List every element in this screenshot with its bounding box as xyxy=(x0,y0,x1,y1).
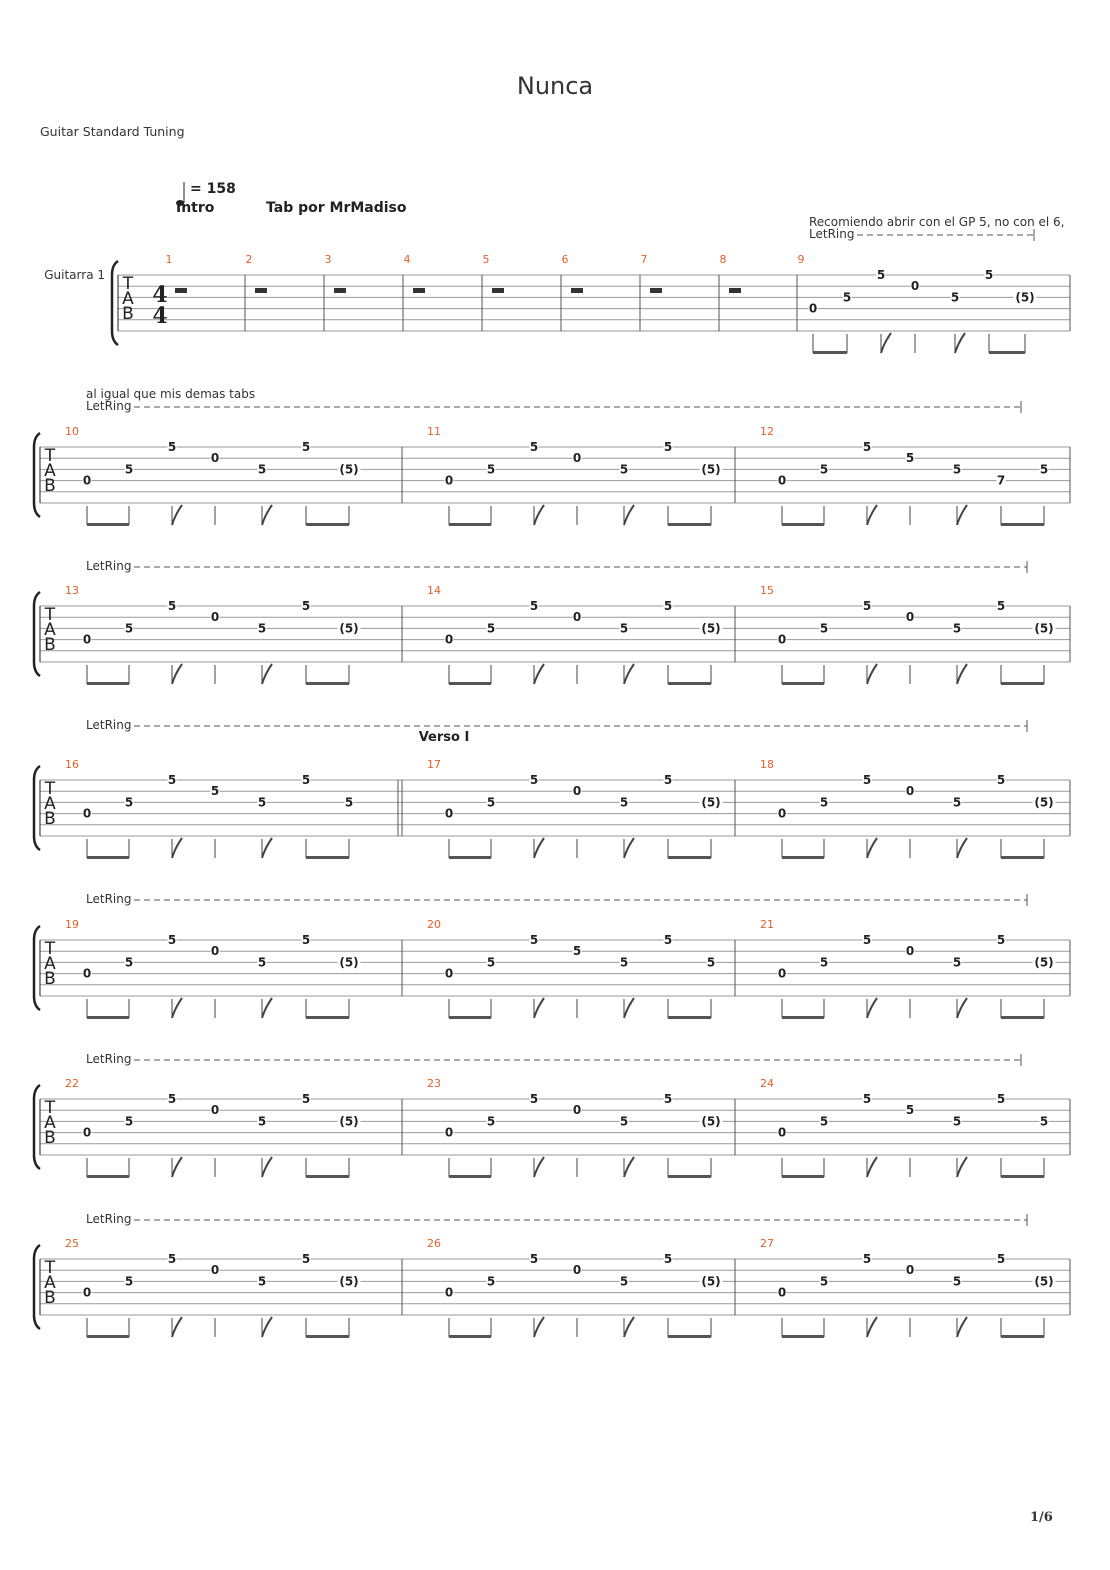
whole-rest xyxy=(729,288,741,293)
note-flag xyxy=(262,1157,272,1177)
tab-system xyxy=(34,758,1070,859)
note-beam xyxy=(449,682,491,685)
fret-number: 5 xyxy=(663,933,673,947)
time-signature-top: 4 xyxy=(152,282,168,308)
fret-number: 5 xyxy=(862,773,872,787)
note-beam xyxy=(449,1175,491,1178)
measure-number: 1 xyxy=(165,253,173,266)
fret-number: 0 xyxy=(905,944,915,959)
measure-number: 15 xyxy=(760,584,774,597)
fret-number: (5) xyxy=(1034,621,1054,636)
tab-system xyxy=(34,584,1070,685)
fret-number: (5) xyxy=(701,1274,721,1289)
fret-number: 5 xyxy=(619,462,629,477)
note-flag xyxy=(867,664,877,684)
fret-number: 0 xyxy=(444,1285,454,1300)
let-ring-label: LetRing xyxy=(86,1052,132,1066)
measure-number: 16 xyxy=(65,758,79,771)
fret-number: 0 xyxy=(82,473,92,488)
note-flag xyxy=(957,1317,967,1337)
note-flag xyxy=(534,1157,544,1177)
note-flag xyxy=(624,1317,634,1337)
note-flag xyxy=(172,1157,182,1177)
measure-number: 27 xyxy=(760,1237,774,1250)
fret-number: 5 xyxy=(619,955,629,970)
time-signature-bottom: 4 xyxy=(152,303,168,329)
fret-number: 0 xyxy=(210,451,220,466)
note-flag xyxy=(534,1317,544,1337)
note-flag xyxy=(957,998,967,1018)
fret-number: 5 xyxy=(819,621,829,636)
fret-number: 5 xyxy=(124,1274,134,1289)
note-flag xyxy=(172,664,182,684)
fret-number: 5 xyxy=(344,795,354,810)
note-beam xyxy=(1001,856,1044,859)
fret-number: 0 xyxy=(808,301,818,316)
instrument-name: Guitarra 1 xyxy=(44,268,105,282)
fret-number: 0 xyxy=(905,610,915,625)
fret-number: 5 xyxy=(952,621,962,636)
tab-system xyxy=(34,425,1070,526)
fret-number: 5 xyxy=(124,955,134,970)
fret-number: 5 xyxy=(952,955,962,970)
tempo-label: = 158 xyxy=(190,181,236,197)
measure-number: 5 xyxy=(482,253,490,266)
fret-number: 0 xyxy=(572,1103,582,1118)
fret-number: 5 xyxy=(124,1114,134,1129)
note-flag xyxy=(534,998,544,1018)
fret-number: 5 xyxy=(301,1252,311,1266)
fret-number: 5 xyxy=(301,773,311,787)
fret-number: (5) xyxy=(701,621,721,636)
tab-clef-letter: B xyxy=(44,476,56,496)
measure-number: 11 xyxy=(427,425,441,438)
note-flag xyxy=(624,838,634,858)
fret-number: 0 xyxy=(82,1285,92,1300)
fret-number: 5 xyxy=(1039,462,1049,477)
note-flag xyxy=(262,664,272,684)
measure-number: 14 xyxy=(427,584,441,597)
comment-text: Recomiendo abrir con el GP 5, no con el 6, xyxy=(809,215,1065,229)
fret-number: (5) xyxy=(701,795,721,810)
note-beam xyxy=(306,1335,349,1338)
fret-number: 5 xyxy=(663,599,673,613)
note-beam xyxy=(87,1175,129,1178)
tab-clef-letter: B xyxy=(44,969,56,989)
fret-number: 5 xyxy=(819,462,829,477)
fret-number: 5 xyxy=(486,1114,496,1129)
fret-number: 0 xyxy=(210,610,220,625)
tab-clef-letter: A xyxy=(44,620,56,640)
note-flag xyxy=(172,838,182,858)
measure-number: 26 xyxy=(427,1237,441,1250)
fret-number: 5 xyxy=(842,290,852,305)
fret-number: (5) xyxy=(701,1114,721,1129)
fret-number: (5) xyxy=(1034,955,1054,970)
fret-number: 5 xyxy=(301,440,311,454)
note-flag xyxy=(867,998,877,1018)
fret-number: 5 xyxy=(572,944,582,959)
system-bracket xyxy=(34,1245,40,1329)
fret-number: 0 xyxy=(572,451,582,466)
tab-clef-letter: A xyxy=(44,1113,56,1133)
fret-number: 5 xyxy=(619,621,629,636)
fret-number: 5 xyxy=(167,1252,177,1266)
measure-number: 8 xyxy=(719,253,727,266)
fret-number: 0 xyxy=(910,279,920,294)
measure-number: 25 xyxy=(65,1237,79,1250)
note-flag xyxy=(624,505,634,525)
measure-number: 24 xyxy=(760,1077,774,1090)
tab-clef-letter: B xyxy=(44,1128,56,1148)
whole-rest xyxy=(334,288,346,293)
note-flag xyxy=(957,505,967,525)
fret-number: 0 xyxy=(444,1125,454,1140)
section-intro: Intro xyxy=(176,200,215,216)
tab-clef-letter: T xyxy=(44,939,56,959)
note-beam xyxy=(668,1175,711,1178)
let-ring-label: LetRing xyxy=(86,1212,132,1226)
fret-number: (5) xyxy=(701,462,721,477)
fret-number: 0 xyxy=(905,1263,915,1278)
tab-clef-letter: T xyxy=(44,779,56,799)
fret-number: 5 xyxy=(257,621,267,636)
note-beam xyxy=(668,682,711,685)
whole-rest xyxy=(571,288,583,293)
note-beam xyxy=(1001,682,1044,685)
fret-number: 5 xyxy=(486,955,496,970)
fret-number: 5 xyxy=(996,773,1006,787)
fret-number: 5 xyxy=(529,599,539,613)
fret-number: (5) xyxy=(1034,1274,1054,1289)
system-bracket xyxy=(34,433,40,517)
note-flag xyxy=(262,505,272,525)
fret-number: 7 xyxy=(996,473,1006,488)
fret-number: 5 xyxy=(1039,1114,1049,1129)
fret-number: 0 xyxy=(444,632,454,647)
section-verse: Verso I xyxy=(418,730,470,745)
note-beam xyxy=(782,856,824,859)
fret-number: 5 xyxy=(996,933,1006,947)
measure-number: 7 xyxy=(640,253,648,266)
fret-number: 5 xyxy=(950,290,960,305)
fret-number: 5 xyxy=(167,440,177,454)
fret-number: 5 xyxy=(862,1092,872,1106)
fret-number: (5) xyxy=(339,462,359,477)
fret-number: 5 xyxy=(862,440,872,454)
note-flag xyxy=(262,1317,272,1337)
note-flag xyxy=(867,1317,877,1337)
whole-rest xyxy=(413,288,425,293)
note-beam xyxy=(449,523,491,526)
note-beam xyxy=(87,1016,129,1019)
note-beam xyxy=(1001,1016,1044,1019)
fret-number: 0 xyxy=(777,632,787,647)
measure-number: 13 xyxy=(65,584,79,597)
fret-number: 5 xyxy=(862,933,872,947)
note-beam xyxy=(306,856,349,859)
note-flag xyxy=(172,1317,182,1337)
fret-number: 5 xyxy=(619,1274,629,1289)
fret-number: 0 xyxy=(905,784,915,799)
fret-number: 0 xyxy=(82,1125,92,1140)
system-bracket xyxy=(34,1085,40,1169)
tab-clef-letter: T xyxy=(122,274,134,294)
tab-system xyxy=(34,918,1070,1019)
fret-number: 0 xyxy=(444,806,454,821)
fret-number: 0 xyxy=(210,1263,220,1278)
note-beam xyxy=(449,1335,491,1338)
tab-system xyxy=(34,1077,1070,1178)
measure-number: 18 xyxy=(760,758,774,771)
note-beam xyxy=(87,523,129,526)
tab-clef-letter: B xyxy=(44,635,56,655)
measure-number: 3 xyxy=(324,253,332,266)
fret-number: 5 xyxy=(257,955,267,970)
note-flag xyxy=(534,838,544,858)
note-beam xyxy=(306,1175,349,1178)
fret-number: 5 xyxy=(257,462,267,477)
note-flag xyxy=(624,998,634,1018)
note-flag xyxy=(957,838,967,858)
whole-rest xyxy=(255,288,267,293)
fret-number: 0 xyxy=(210,944,220,959)
whole-rest xyxy=(492,288,504,293)
credit-text: Tab por MrMadiso xyxy=(266,200,407,216)
note-flag xyxy=(955,333,965,353)
fret-number: 5 xyxy=(876,268,886,282)
tab-clef-letter: A xyxy=(44,794,56,814)
tab-clef-letter: A xyxy=(122,289,134,309)
let-ring-label: LetRing xyxy=(86,399,132,413)
note-beam xyxy=(306,523,349,526)
fret-number: 0 xyxy=(777,806,787,821)
fret-number: 5 xyxy=(301,933,311,947)
whole-rest xyxy=(650,288,662,293)
fret-number: 0 xyxy=(777,966,787,981)
fret-number: 5 xyxy=(663,773,673,787)
measure-number: 2 xyxy=(245,253,253,266)
note-flag xyxy=(957,1157,967,1177)
fret-number: 5 xyxy=(257,1274,267,1289)
fret-number: 0 xyxy=(210,1103,220,1118)
note-beam xyxy=(1001,1335,1044,1338)
note-beam xyxy=(306,1016,349,1019)
fret-number: 5 xyxy=(124,795,134,810)
note-beam xyxy=(813,351,847,354)
fret-number: 5 xyxy=(819,1114,829,1129)
fret-number: 5 xyxy=(529,1252,539,1266)
tab-clef-letter: B xyxy=(44,809,56,829)
fret-number: 5 xyxy=(663,1252,673,1266)
fret-number: 0 xyxy=(572,610,582,625)
note-flag xyxy=(534,664,544,684)
whole-rest xyxy=(175,288,187,293)
fret-number: 0 xyxy=(444,473,454,488)
fret-number: (5) xyxy=(339,1114,359,1129)
fret-number: 5 xyxy=(619,1114,629,1129)
fret-number: 5 xyxy=(301,599,311,613)
note-beam xyxy=(668,1016,711,1019)
note-flag xyxy=(867,1157,877,1177)
tab-clef-letter: T xyxy=(44,605,56,625)
fret-number: 5 xyxy=(663,1092,673,1106)
page-number: 1/6 xyxy=(1030,1510,1053,1525)
fret-number: 5 xyxy=(996,1092,1006,1106)
fret-number: (5) xyxy=(339,1274,359,1289)
note-beam xyxy=(87,682,129,685)
note-beam xyxy=(782,1175,824,1178)
fret-number: 5 xyxy=(257,795,267,810)
note-flag xyxy=(172,998,182,1018)
measure-number: 4 xyxy=(403,253,411,266)
note-beam xyxy=(782,1335,824,1338)
measure-number: 22 xyxy=(65,1077,79,1090)
fret-number: 5 xyxy=(529,1092,539,1106)
tab-clef-letter: A xyxy=(44,1273,56,1293)
fret-number: 5 xyxy=(952,795,962,810)
fret-number: 5 xyxy=(819,1274,829,1289)
fret-number: 5 xyxy=(529,933,539,947)
fret-number: 5 xyxy=(486,1274,496,1289)
measure-number: 12 xyxy=(760,425,774,438)
note-beam xyxy=(306,682,349,685)
note-beam xyxy=(1001,1175,1044,1178)
tab-system xyxy=(34,1237,1070,1338)
measure-number: 9 xyxy=(797,253,805,266)
fret-number: 5 xyxy=(996,1252,1006,1266)
measure-number: 21 xyxy=(760,918,774,931)
note-beam xyxy=(1001,523,1044,526)
note-beam xyxy=(449,856,491,859)
fret-number: 0 xyxy=(444,966,454,981)
fret-number: 0 xyxy=(777,1285,787,1300)
note-flag xyxy=(262,838,272,858)
note-beam xyxy=(782,1016,824,1019)
note-beam xyxy=(668,1335,711,1338)
fret-number: 0 xyxy=(82,966,92,981)
note-flag xyxy=(867,838,877,858)
tab-system xyxy=(112,253,1070,354)
fret-number: 0 xyxy=(777,473,787,488)
measure-number: 6 xyxy=(561,253,569,266)
note-beam xyxy=(449,1016,491,1019)
fret-number: 5 xyxy=(862,599,872,613)
tab-clef-letter: T xyxy=(44,1258,56,1278)
fret-number: 5 xyxy=(529,440,539,454)
note-flag xyxy=(624,664,634,684)
song-title: Nunca xyxy=(516,72,594,100)
fret-number: 5 xyxy=(301,1092,311,1106)
measure-number: 17 xyxy=(427,758,441,771)
note-beam xyxy=(668,856,711,859)
fret-number: 5 xyxy=(952,1114,962,1129)
note-flag xyxy=(534,505,544,525)
fret-number: 0 xyxy=(572,784,582,799)
tab-clef-letter: T xyxy=(44,446,56,466)
fret-number: (5) xyxy=(339,621,359,636)
fret-number: 5 xyxy=(124,621,134,636)
note-beam xyxy=(668,523,711,526)
fret-number: 5 xyxy=(210,784,220,799)
fret-number: 5 xyxy=(952,462,962,477)
note-flag xyxy=(172,505,182,525)
score-header xyxy=(44,181,407,282)
fret-number: 5 xyxy=(706,955,716,970)
tab-clef-letter: B xyxy=(44,1288,56,1308)
fret-number: (5) xyxy=(1015,290,1035,305)
tab-clef-letter: A xyxy=(44,954,56,974)
measure-number: 19 xyxy=(65,918,79,931)
note-beam xyxy=(87,1335,129,1338)
fret-number: 5 xyxy=(124,462,134,477)
system-bracket xyxy=(34,926,40,1010)
fret-number: 5 xyxy=(819,795,829,810)
note-flag xyxy=(881,333,891,353)
fret-number: 5 xyxy=(167,1092,177,1106)
tab-clef-letter: B xyxy=(122,304,134,324)
note-flag xyxy=(624,1157,634,1177)
let-ring-label: LetRing xyxy=(809,227,855,241)
fret-number: 5 xyxy=(167,773,177,787)
let-ring-label: LetRing xyxy=(86,892,132,906)
fret-number: 5 xyxy=(486,621,496,636)
fret-number: (5) xyxy=(339,955,359,970)
fret-number: 5 xyxy=(486,795,496,810)
fret-number: 5 xyxy=(257,1114,267,1129)
note-flag xyxy=(957,664,967,684)
fret-number: 5 xyxy=(952,1274,962,1289)
note-beam xyxy=(782,523,824,526)
fret-number: 0 xyxy=(572,1263,582,1278)
note-beam xyxy=(87,856,129,859)
note-flag xyxy=(262,998,272,1018)
measure-number: 23 xyxy=(427,1077,441,1090)
fret-number: 0 xyxy=(82,806,92,821)
measure-number: 20 xyxy=(427,918,441,931)
fret-number: 5 xyxy=(984,268,994,282)
system-bracket xyxy=(34,766,40,850)
fret-number: 5 xyxy=(905,451,915,466)
note-flag xyxy=(867,505,877,525)
note-beam xyxy=(989,351,1025,354)
system-bracket xyxy=(34,592,40,676)
fret-number: 5 xyxy=(167,933,177,947)
system-bracket xyxy=(112,261,118,345)
fret-number: 5 xyxy=(819,955,829,970)
note-beam xyxy=(782,682,824,685)
let-ring-label: LetRing xyxy=(86,559,132,573)
fret-number: 5 xyxy=(996,599,1006,613)
comment-text: al igual que mis demas tabs xyxy=(86,387,256,401)
fret-number: 5 xyxy=(663,440,673,454)
tab-clef-letter: A xyxy=(44,461,56,481)
fret-number: 5 xyxy=(167,599,177,613)
fret-number: 0 xyxy=(777,1125,787,1140)
fret-number: 0 xyxy=(82,632,92,647)
fret-number: 5 xyxy=(862,1252,872,1266)
fret-number: (5) xyxy=(1034,795,1054,810)
tuning-label: Guitar Standard Tuning xyxy=(40,124,185,139)
tab-clef-letter: T xyxy=(44,1098,56,1118)
fret-number: 5 xyxy=(486,462,496,477)
let-ring-label: LetRing xyxy=(86,718,132,732)
fret-number: 5 xyxy=(905,1103,915,1118)
fret-number: 5 xyxy=(529,773,539,787)
fret-number: 5 xyxy=(619,795,629,810)
measure-number: 10 xyxy=(65,425,79,438)
